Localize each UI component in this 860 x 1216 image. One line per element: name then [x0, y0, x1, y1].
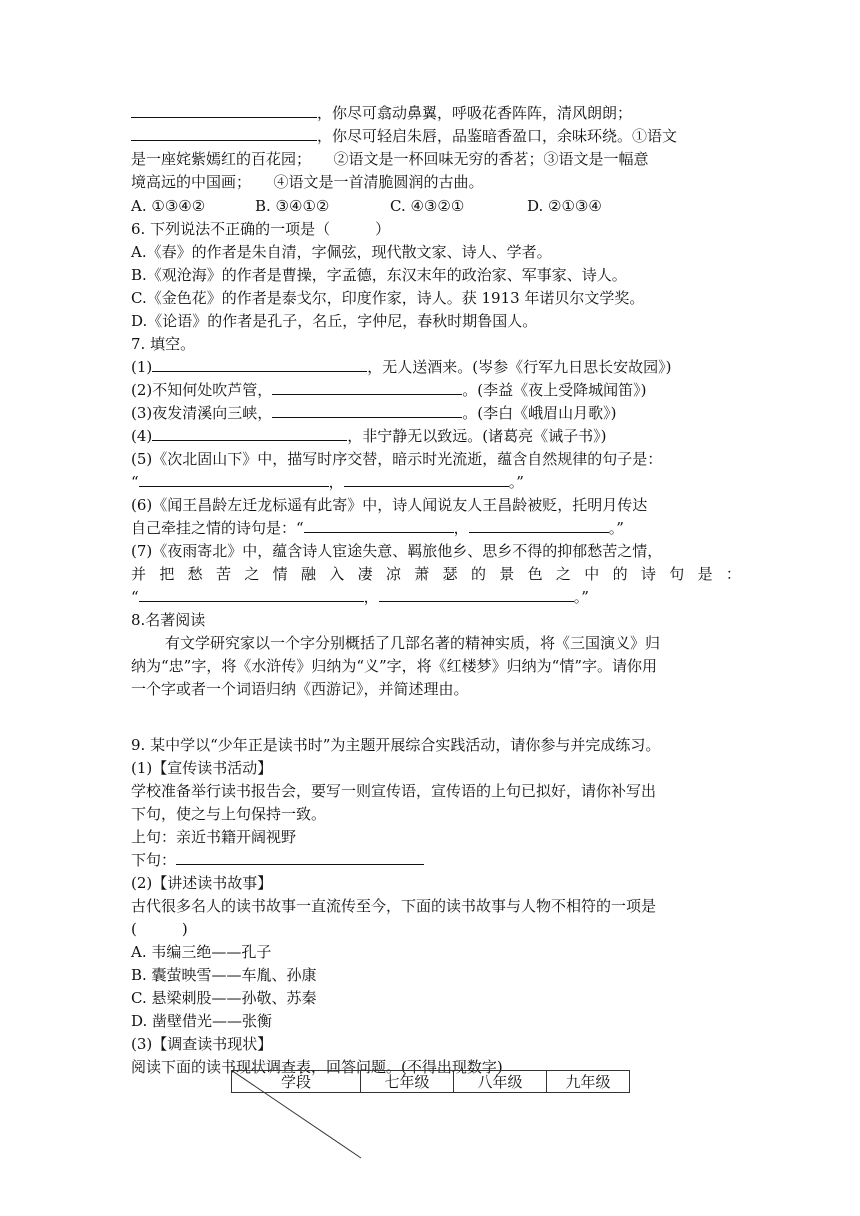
- q6-option-d[interactable]: D.《论语》的作者是孔子，名丘，字仲尼，春秋时期鲁国人。: [131, 312, 538, 330]
- q9-lower-line: 下句：: [131, 849, 424, 871]
- survey-header-grade-9: 九年级: [547, 1071, 630, 1093]
- answer-blank[interactable]: [272, 379, 462, 395]
- q9-option-c[interactable]: C. 悬梁刺股——孙敬、苏秦: [131, 989, 317, 1007]
- q9-section-2-paren: ( ): [131, 920, 188, 938]
- q7-item-7-justified-line: 并 把 愁 苦 之 情 融 入 凄 凉 萧 瑟 的 景 色 之 中 的 诗 句 是 ：: [131, 565, 741, 583]
- q6-option-c[interactable]: C.《金色花》的作者是泰戈尔，印度作家，诗人。获 1913 年诺贝尔文学奖。: [131, 289, 645, 307]
- q9-section-1-line-1: 学校准备举行读书报告会，要写一则宣传语，宣传语的上句已拟好，请你补写出: [131, 782, 657, 800]
- q5-option-c[interactable]: C. ④③②①: [390, 197, 465, 215]
- q5-line-1: ，你尽可翕动鼻翼，呼吸花香阵阵，清风朗朗；: [131, 102, 632, 124]
- q5-option-b[interactable]: B. ③④①②: [255, 197, 330, 215]
- table-diagonal-line: [231, 1070, 371, 1166]
- q6-option-b[interactable]: B.《观沧海》的作者是曹操，字孟德，东汉末年的政治家、军事家、诗人。: [131, 266, 627, 284]
- answer-blank[interactable]: [152, 356, 367, 372]
- q9-section-1-line-2: 下句，使之与上句保持一致。: [131, 805, 327, 823]
- q9-section-3-title: (3)【调查读书现状】: [131, 1035, 273, 1053]
- q8-paragraph-line-2: 纳为“忠”字，将《水浒传》归纳为“义”字，将《红楼梦》归纳为“情”字。请你用: [131, 657, 658, 675]
- q9-option-b[interactable]: B. 囊萤映雪——车胤、孙康: [131, 966, 317, 984]
- q7-item-2: (2)不知何处吹芦管， 。(李益《夜上受降城闻笛》): [131, 381, 647, 399]
- q8-title: 8.名著阅读: [131, 611, 206, 629]
- q7-item-1: (1) ，无人送酒来。(岑参《行军九日思长安故园》): [131, 358, 672, 376]
- q9-section-1-title: (1)【宣传读书活动】: [131, 759, 273, 777]
- q9-section-2-title: (2)【讲述读书故事】: [131, 874, 273, 892]
- survey-header-grade-7: 七年级: [361, 1071, 454, 1093]
- q9-option-d[interactable]: D. 凿壁借光——张衡: [131, 1012, 273, 1030]
- q7-item-5-prompt: (5)《次北固山下》中，描写时序交替，暗示时光流逝，蕴含自然规律的句子是：: [131, 450, 663, 468]
- answer-blank[interactable]: [176, 849, 424, 865]
- q7-item-6-answer: 自己牵挂之情的诗句是：“ ， 。”: [131, 519, 624, 537]
- q7-item-7-answer: “ ， 。”: [131, 588, 589, 606]
- q5-line-4: 境高远的中国画； ④语文是一首清脆圆润的古曲。: [131, 173, 484, 191]
- q9-section-3-line-1: 阅读下面的读书现状调查表，回答问题。(不得出现数字): [131, 1058, 503, 1076]
- q9-section-2-line-1: 古代很多名人的读书故事一直流传至今，下面的读书故事与人物不相符的一项是: [131, 897, 657, 915]
- q7-item-5-answer: “ ， 。”: [131, 473, 524, 491]
- q7-stem: 7. 填空。: [131, 335, 196, 353]
- q7-item-3: (3)夜发清溪向三峡， 。(李白《峨眉山月歌》): [131, 404, 617, 422]
- answer-blank[interactable]: [272, 402, 462, 418]
- q8-paragraph-line-1: 有文学研究家以一个字分别概括了几部名著的精神实质，将《三国演义》归: [165, 634, 661, 652]
- survey-header-grade-8: 八年级: [454, 1071, 547, 1093]
- answer-blank[interactable]: [152, 425, 347, 441]
- q6-option-a[interactable]: A.《春》的作者是朱自清，字佩弦，现代散文家、诗人、学者。: [131, 243, 552, 261]
- answer-blank[interactable]: [379, 586, 574, 602]
- q7-item-7-prompt: (7)《夜雨寄北》中，蕴含诗人宦途失意、羁旅他乡、思乡不得的抑郁愁苦之情，: [131, 542, 663, 560]
- answer-blank[interactable]: [131, 102, 317, 118]
- q8-paragraph-line-3: 一个字或者一个词语归纳《西游记》，并简述理由。: [131, 680, 469, 698]
- q7-item-6-prompt: (6)《闻王昌龄左迁龙标遥有此寄》中，诗人闻说友人王昌龄被贬，托明月传达: [131, 496, 648, 514]
- survey-header-stage: 学段: [232, 1071, 361, 1093]
- answer-blank[interactable]: [469, 517, 609, 533]
- q5-line-2: ，你尽可轻启朱唇，品鉴暗香盈口，余味环绕。①语文: [131, 125, 677, 147]
- answer-blank[interactable]: [131, 125, 317, 141]
- q5-line-3: 是一座姹紫嫣红的百花园； ②语文是一杯回味无穷的香茗；③语文是一幅意: [131, 150, 649, 168]
- q5-options: [131, 195, 602, 217]
- answer-blank[interactable]: [139, 586, 364, 602]
- q7-item-4: (4) ，非宁静无以致远。(诸葛亮《诫子书》): [131, 427, 607, 445]
- answer-blank[interactable]: [344, 471, 509, 487]
- answer-blank[interactable]: [139, 471, 329, 487]
- q6-stem: 6. 下列说法不正确的一项是（ ）: [131, 220, 391, 238]
- q9-upper-line: 上句：亲近书籍开阔视野: [131, 828, 297, 846]
- q9-option-a[interactable]: A. 韦编三绝——孔子: [131, 943, 272, 961]
- q5-option-d[interactable]: D. ②①③④: [527, 197, 602, 215]
- q5-option-a[interactable]: A. ①③④②: [131, 197, 206, 215]
- q9-stem: 9. 某中学以“少年正是读书时”为主题开展综合实践活动，请你参与并完成练习。: [131, 736, 661, 754]
- answer-blank[interactable]: [304, 517, 454, 533]
